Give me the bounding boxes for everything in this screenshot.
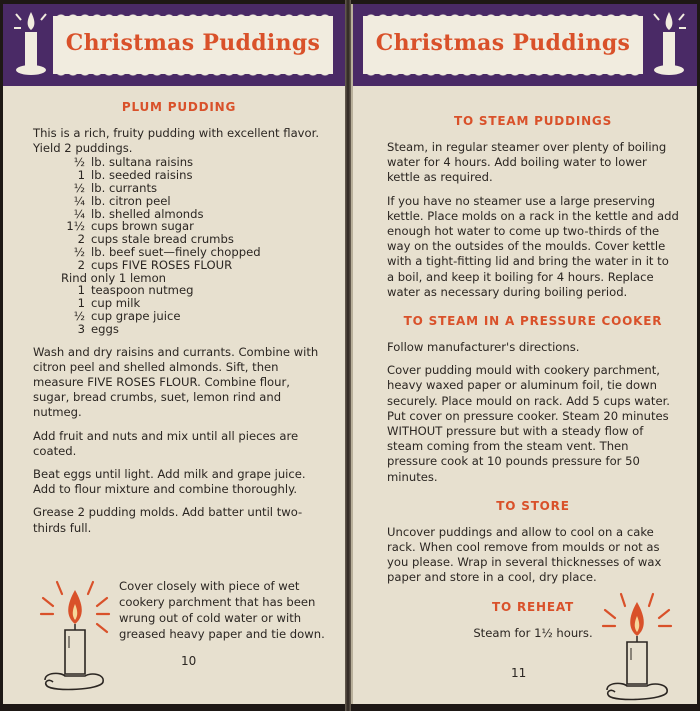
section-paragraph: Steam, in regular steamer over plenty of boiling water for 4 hours. Add boiling water to lower kettle as required. [387, 140, 667, 185]
candle-icon [649, 8, 689, 86]
banner-scroll [365, 18, 641, 72]
page-number: 10 [181, 654, 197, 668]
right-content [353, 114, 697, 655]
ingredient-row: 3 eggs [77, 321, 119, 336]
candle-icon [35, 576, 113, 698]
banner-title: Christmas Puddings [65, 30, 321, 56]
ingredient-row: 1 teaspoon nutmeg [77, 283, 194, 298]
section-pressure-cooker [387, 314, 679, 485]
section-paragraph: Cover pudding mould with cookery parchment, heavy waxed paper or aluminum foil, tie down securely. Place mould on rack. Add 5 cups water. Put cover on pressure cooker. Steam 20 minutes WITHOUT pressure but with a steady flow of steam coming from the steam vent. Then pressure cook at 10 pounds pressure for 50 minutes. [387, 363, 670, 484]
ingredient-row: 2 cups FIVE ROSES FLOUR [77, 257, 233, 272]
section-store [387, 499, 679, 586]
method-step: Cover closely with piece of wet cookery parchment that has been wrung out of cold water or with greased heavy paper and tie down. [119, 579, 325, 641]
ingredient-row: ½ lb. sultana raisins [73, 155, 194, 170]
method-step: Wash and dry raisins and currants. Combine with citron peel and shelled almonds. Sift, then measure FIVE ROSES FLOUR. Combine flour, sugar, bread crumbs, suet, lemon rind and nutmeg. [33, 344, 319, 420]
ingredient-row: 1 cup milk [77, 296, 141, 311]
section-paragraph: If you have no steamer use a large preserving kettle. Place molds on a rack in the kettle and add enough hot water to come up two-thirds of the way on the outsides of the moulds. Cover kettle with a tight-fitting lid and bring the water in it to a boil, and keep it boiling for 4 hours. Replace water as necessary during boiling period. [387, 193, 679, 299]
ingredient-row: ½ cup grape juice [73, 308, 181, 323]
section-steam-puddings [387, 114, 679, 300]
section-title: TO STEAM IN A PRESSURE COOKER [403, 314, 663, 329]
banner-title: Christmas Puddings [375, 30, 631, 56]
method-step: Grease 2 pudding molds. Add batter until two-thirds full. [33, 505, 303, 535]
section-title: TO REHEAT [492, 599, 574, 614]
left-page [3, 4, 347, 704]
recipe-title: PLUM PUDDING [121, 100, 237, 114]
method-step: Add fruit and nuts and mix until all pieces are coated. [33, 428, 299, 458]
section-title: TO STEAM PUDDINGS [453, 114, 613, 128]
ingredient-row: ¼ lb. citron peel [73, 193, 171, 208]
recipe-intro: This is a rich, fruity pudding with excellent flavor. [33, 126, 320, 140]
ingredient-row: Rind only 1 lemon [61, 270, 167, 285]
page-number: 11 [511, 666, 527, 680]
left-content [3, 100, 345, 544]
section-paragraph: Follow manufacturer's directions. [387, 340, 580, 355]
candle-icon [593, 590, 677, 704]
left-banner [3, 4, 345, 86]
ingredient-row: ½ lb. currants [73, 181, 158, 195]
ingredient-list [33, 156, 325, 335]
candle-icon [11, 8, 51, 86]
ingredient-row: 1½ cups brown sugar [66, 219, 194, 234]
ingredient-row: ½ lb. beef suet—finely chopped [73, 244, 261, 259]
banner-scroll [55, 18, 331, 72]
ingredient-row: 1 lb. seeded raisins [77, 168, 193, 183]
right-banner [353, 4, 697, 86]
method-step: Beat eggs until light. Add milk and grape juice. Add to flour mixture and combine thoroughly. [33, 466, 306, 497]
ingredient-row: 2 cups stale bread crumbs [77, 232, 234, 247]
recipe-yield: Yield 2 puddings. [33, 141, 133, 156]
right-page [351, 4, 697, 704]
section-title: TO STORE [496, 498, 570, 513]
ingredient-row: ¼ lb. shelled almonds [73, 206, 204, 221]
section-paragraph: Uncover puddings and allow to cool on a cake rack. When cool remove from moulds or not as you please. Wrap in several thicknesses of wax paper and store in a cool, dry place. [387, 524, 662, 585]
section-paragraph: Steam for 1½ hours. [473, 625, 593, 640]
